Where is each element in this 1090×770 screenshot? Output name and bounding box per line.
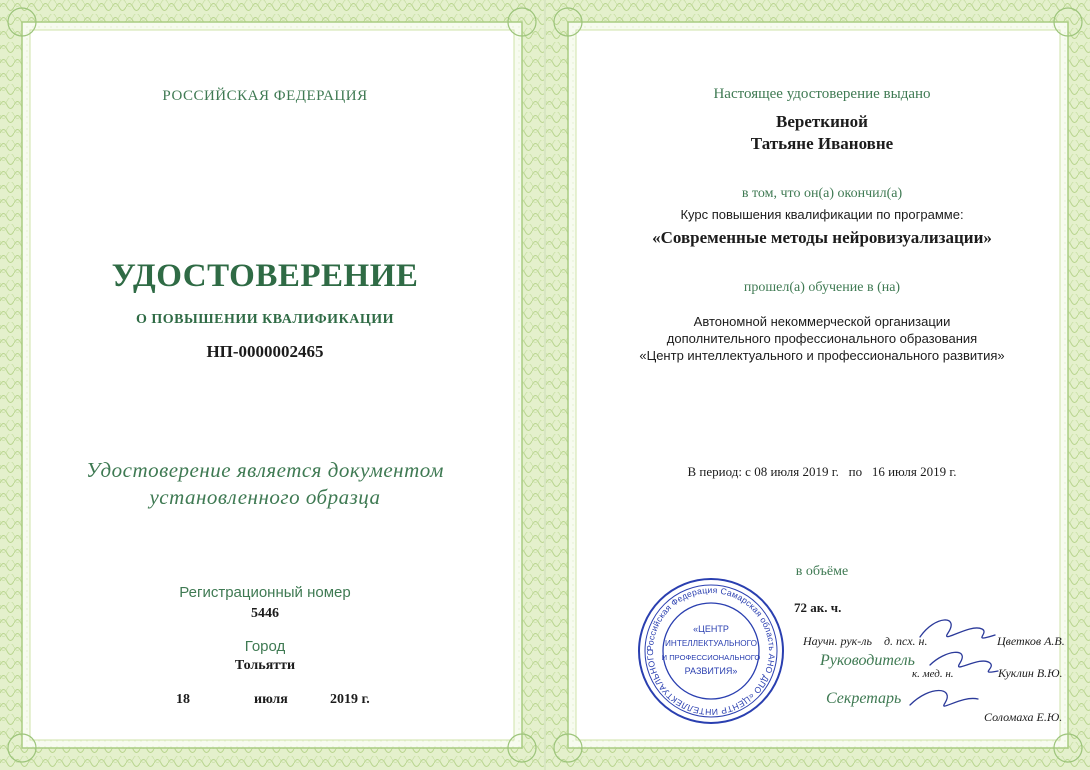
course-label: Курс повышения квалификации по программе: (680, 207, 964, 222)
official-note-line1: Удостоверение является документом (86, 458, 444, 482)
director-degree: к. мед. н. (912, 668, 954, 680)
volume-label: в объёме (795, 564, 849, 579)
director-name: Куклин В.Ю. (998, 666, 1063, 680)
organization-line3: «Центр интеллектуального и профессионального развития» (639, 348, 1005, 363)
registration-label: Регистрационный номер (179, 584, 351, 601)
city-value: Тольятти (234, 658, 296, 673)
trained-at-label: прошел(а) обучение в (на) (743, 280, 901, 295)
stamp-ring-text: Российская Федерация Самарская область АНО ДПО «ЦЕНТР ИНТЕЛЛЕКТУАЛЬНОГО (644, 584, 778, 718)
document-subtitle: О ПОВЫШЕНИИ КВАЛИФИКАЦИИ (135, 312, 395, 327)
issue-date-year: 2019 г. (330, 692, 370, 707)
completed-label: в том, что он(а) окончил(а) (741, 186, 903, 201)
volume-value: 72 ак. ч. (794, 600, 842, 615)
signature-scribbles (900, 605, 1010, 725)
issue-date-month: июля (254, 692, 288, 707)
stamp-center-line-3: И ПРОФЕССИОНАЛЬНОГО (661, 653, 761, 662)
stamp-center-line-2: ИНТЕЛЛЕКТУАЛЬНОГО (665, 639, 757, 648)
registration-number: 5446 (251, 606, 279, 621)
issued-to-label: Настоящее удостоверение выдано (713, 86, 931, 102)
stamp-center-line-1: «ЦЕНТР (693, 624, 729, 634)
official-stamp (636, 576, 786, 726)
training-period: В период: с 08 июля 2019 г. по 16 июля 2019 г. (687, 464, 957, 479)
scientific-head-label: Научн. рук-ль д. псх. н. (803, 634, 928, 648)
organization-line2: дополнительного профессионального образования (666, 331, 978, 346)
organization-line1: Автономной некоммерческой организации (693, 314, 951, 329)
recipient-name: Татьяне Ивановне (750, 134, 894, 153)
country-heading: РОССИЙСКАЯ ФЕДЕРАЦИЯ (162, 88, 368, 104)
secretary-name: Соломаха Е.Ю. (984, 710, 1063, 724)
course-name: «Современные методы нейровизуализации» (652, 228, 992, 247)
official-note-line2: установленного образца (149, 485, 381, 509)
document-number: НП-0000002465 (206, 342, 324, 361)
stamp-center-line-4: РАЗВИТИЯ» (684, 666, 738, 676)
stamp-graphic (636, 576, 786, 726)
recipient-surname: Вереткиной (776, 112, 868, 131)
secretary-label: Секретарь (826, 690, 902, 707)
scientific-head-name: Цветков А.В. (997, 634, 1065, 648)
issue-date-day: 18 (176, 692, 190, 707)
document-title: УДОСТОВЕРЕНИЕ (111, 258, 419, 294)
city-label: Город (244, 638, 286, 655)
director-label: Руководитель (820, 652, 915, 669)
